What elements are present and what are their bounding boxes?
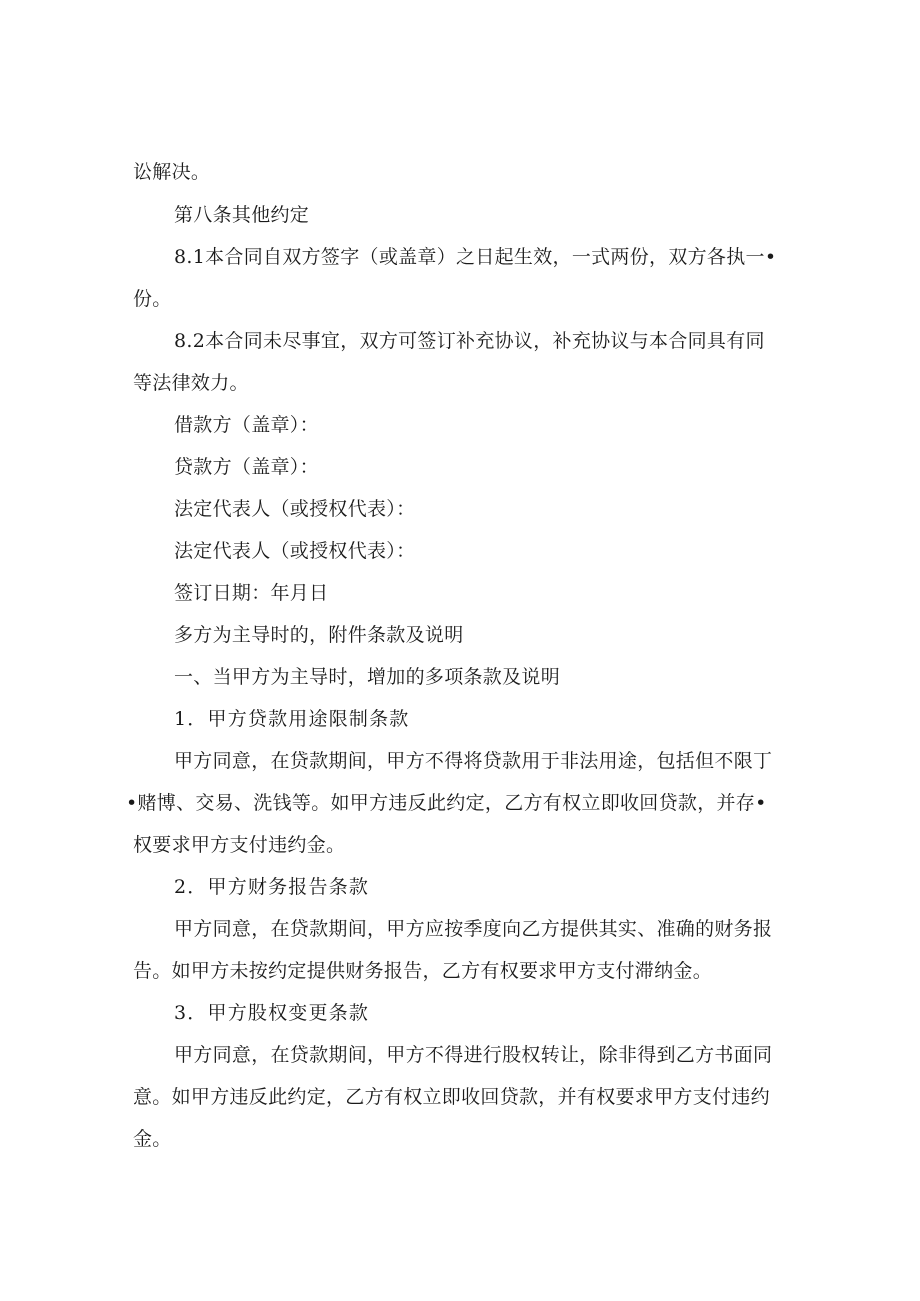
signature-field-legal-rep: 法定代表人（或授权代表）： [174,540,416,562]
paragraph-text: 意。如甲方违反此约定，乙方有权立即收回贷款，并有权要求甲方支付违约 [133,1086,770,1108]
paragraph-text: 权要求甲方支付违约金。 [133,834,346,856]
signature-field-legal-rep: 法定代表人（或授权代表）： [174,498,416,520]
signature-field-borrower: 借款方（盖章）： [174,414,319,436]
clause-heading: 1．甲方贷款用途限制条款 [174,708,410,730]
paragraph-text: 甲方同意，在贷款期间，甲方不得进行股权转让，除非得到乙方书面同 [174,1044,773,1066]
paragraph-text: 金。 [133,1128,172,1150]
signature-date-field: 签订日期：年月日 [174,582,329,604]
paragraph-text: 甲方同意，在贷款期间，甲方应按季度向乙方提供其实、准确的财务报 [174,918,773,940]
paragraph-text: •赌博、交易、洗钱等。如甲方违反此约定，乙方有权立即收回贷款，并存• [126,792,767,814]
paragraph-text: 等法律效力。 [133,372,249,394]
paragraph-text: 8.1本合同自双方签字（或盖章）之日起生效，一式两份，双方各执一• [174,246,777,268]
signature-field-lender: 贷款方（盖章）： [174,456,319,478]
paragraph-text: 份。 [133,288,172,310]
paragraph-text: 讼解决。 [133,161,211,183]
section-heading: 一、当甲方为主导时，增加的多项条款及说明 [174,666,561,688]
paragraph-text: 告。如甲方未按约定提供财务报告，乙方有权要求甲方支付滞纳金。 [133,960,713,982]
section-heading: 第八条其他约定 [174,204,310,226]
paragraph-text: 多方为主导时的，附件条款及说明 [174,624,464,646]
paragraph-text: 甲方同意，在贷款期间，甲方不得将贷款用于非法用途，包括但不限丁 [174,750,773,772]
paragraph-text: 8.2本合同未尽事宜，双方可签订补充协议，补充协议与本合同具有同 [174,330,765,352]
clause-heading: 3．甲方股权变更条款 [174,1002,370,1024]
clause-heading: 2．甲方财务报告条款 [174,876,370,898]
